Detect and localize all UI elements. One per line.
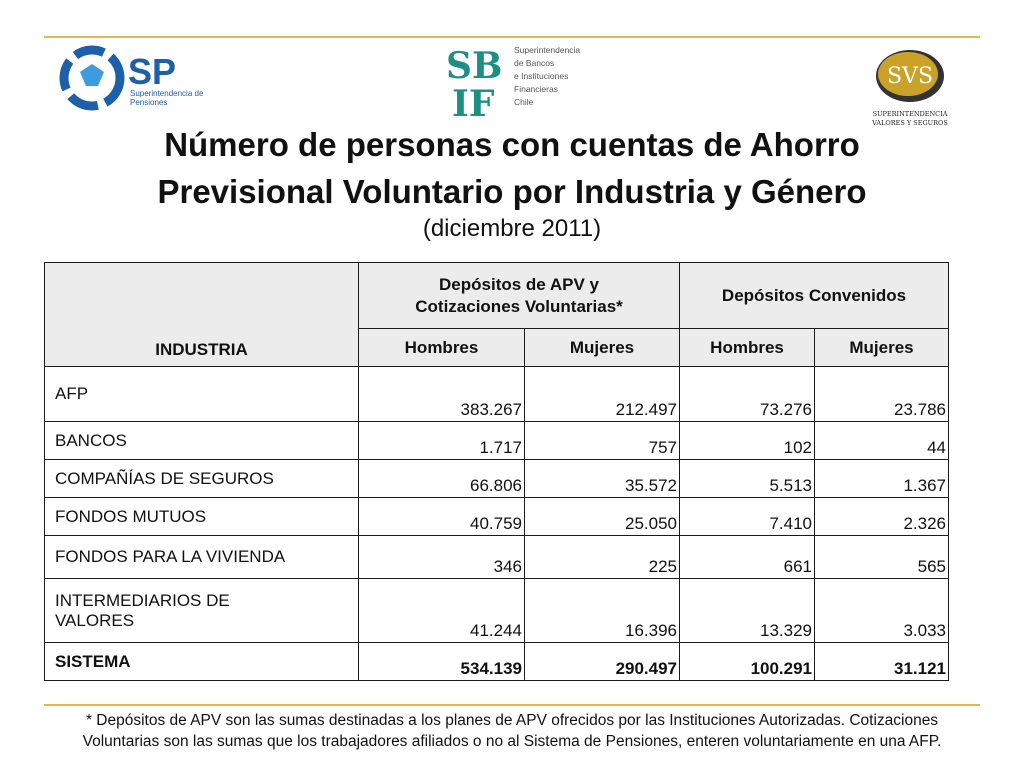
footnote-line1: * Depósitos de APV son las sumas destinadas a los planes de APV ofrecidos por las Instituciones Autorizadas. Cotizaciones <box>85 712 939 729</box>
row-label: AFP <box>45 367 359 422</box>
cell-value: 102 <box>680 422 815 460</box>
cell-value: 5.513 <box>680 460 815 498</box>
header-apv-line2: Cotizaciones Voluntarias* <box>415 296 623 316</box>
svs-logo <box>870 42 950 132</box>
cell-value: 13.329 <box>680 579 815 643</box>
sbif-logo-line-3: Financieras <box>514 84 558 94</box>
footnote <box>30 710 994 752</box>
sbif-logo-mark-bottom: IF <box>452 83 495 120</box>
total-value: 100.291 <box>680 643 815 681</box>
table-row <box>45 579 949 643</box>
cell-value: 661 <box>680 536 815 579</box>
row-label <box>45 579 359 643</box>
sbif-logo-mark-top: SB <box>446 45 503 87</box>
cell-value: 73.276 <box>680 367 815 422</box>
cell-value: 1.717 <box>359 422 525 460</box>
cell-value: 565 <box>815 536 949 579</box>
table-row <box>45 367 949 422</box>
cell-value: 25.050 <box>525 498 680 536</box>
sbif-logo-line-2: e Instituciones <box>514 71 569 81</box>
cell-value: 383.267 <box>359 367 525 422</box>
cell-value: 66.806 <box>359 460 525 498</box>
cell-value: 40.759 <box>359 498 525 536</box>
row-label: BANCOS <box>45 422 359 460</box>
cell-value: 7.410 <box>680 498 815 536</box>
header-apv-hombres: Hombres <box>359 329 525 367</box>
header-apv-mujeres: Mujeres <box>525 329 680 367</box>
table-row <box>45 422 949 460</box>
row-label: FONDOS MUTUOS <box>45 498 359 536</box>
cell-value: 346 <box>359 536 525 579</box>
page-title-line1: Número de personas con cuentas de Ahorro <box>164 126 860 163</box>
sp-emblem-icon <box>64 50 120 106</box>
footnote-line2: Voluntarias son las sumas que los trabajadores afiliados o no al Sistema de Pensiones, enteren voluntariamente en una AFP. <box>82 733 942 750</box>
sbif-logo-line-0: Superintendencia <box>514 45 581 55</box>
cell-value: 1.367 <box>815 460 949 498</box>
cell-value: 44 <box>815 422 949 460</box>
sp-logo-line1: Superintendencia de <box>130 89 204 98</box>
total-value: 534.139 <box>359 643 525 681</box>
cell-value: 16.396 <box>525 579 680 643</box>
page-subtitle: (diciembre 2011) <box>422 215 602 242</box>
total-label: SISTEMA <box>45 643 359 681</box>
sp-logo <box>58 42 218 114</box>
table-row <box>45 536 949 579</box>
sp-logo-mark: SP <box>128 51 177 92</box>
cell-value: 35.572 <box>525 460 680 498</box>
header-industria: INDUSTRIA <box>45 263 359 367</box>
sbif-logo-line-4: Chile <box>514 97 534 107</box>
header-apv-group <box>359 263 680 329</box>
total-value: 31.121 <box>815 643 949 681</box>
sp-logo-line2: Pensiones <box>130 98 168 107</box>
header-convenidos-hombres: Hombres <box>680 329 815 367</box>
header-convenidos-mujeres: Mujeres <box>815 329 949 367</box>
cell-value: 41.244 <box>359 579 525 643</box>
table-row <box>45 460 949 498</box>
table-row <box>45 498 949 536</box>
sbif-logo <box>444 44 594 120</box>
cell-value: 2.326 <box>815 498 949 536</box>
bottom-divider <box>44 704 980 706</box>
cell-value: 23.786 <box>815 367 949 422</box>
total-value: 290.497 <box>525 643 680 681</box>
row-label: FONDOS PARA LA VIVIENDA <box>45 536 359 579</box>
table-total-row <box>45 643 949 681</box>
cell-value: 212.497 <box>525 367 680 422</box>
top-divider <box>44 36 980 38</box>
svs-logo-mark: SVS <box>886 64 934 89</box>
apv-table <box>44 262 949 681</box>
row-label-text: INTERMEDIARIOS DE VALORES <box>55 590 230 630</box>
svs-logo-line2: VALORES Y SEGUROS <box>872 119 948 127</box>
header-convenidos-group: Depósitos Convenidos <box>680 263 949 329</box>
row-label: COMPAÑÍAS DE SEGUROS <box>45 460 359 498</box>
sbif-logo-line-1: de Bancos <box>514 58 555 68</box>
cell-value: 225 <box>525 536 680 579</box>
cell-value: 3.033 <box>815 579 949 643</box>
svs-logo-line1: SUPERINTENDENCIA <box>872 110 948 118</box>
page-title-line2: Previsional Voluntario por Industria y Género <box>157 173 867 210</box>
cell-value: 757 <box>525 422 680 460</box>
header-apv-line1: Depósitos de APV y <box>439 274 599 294</box>
